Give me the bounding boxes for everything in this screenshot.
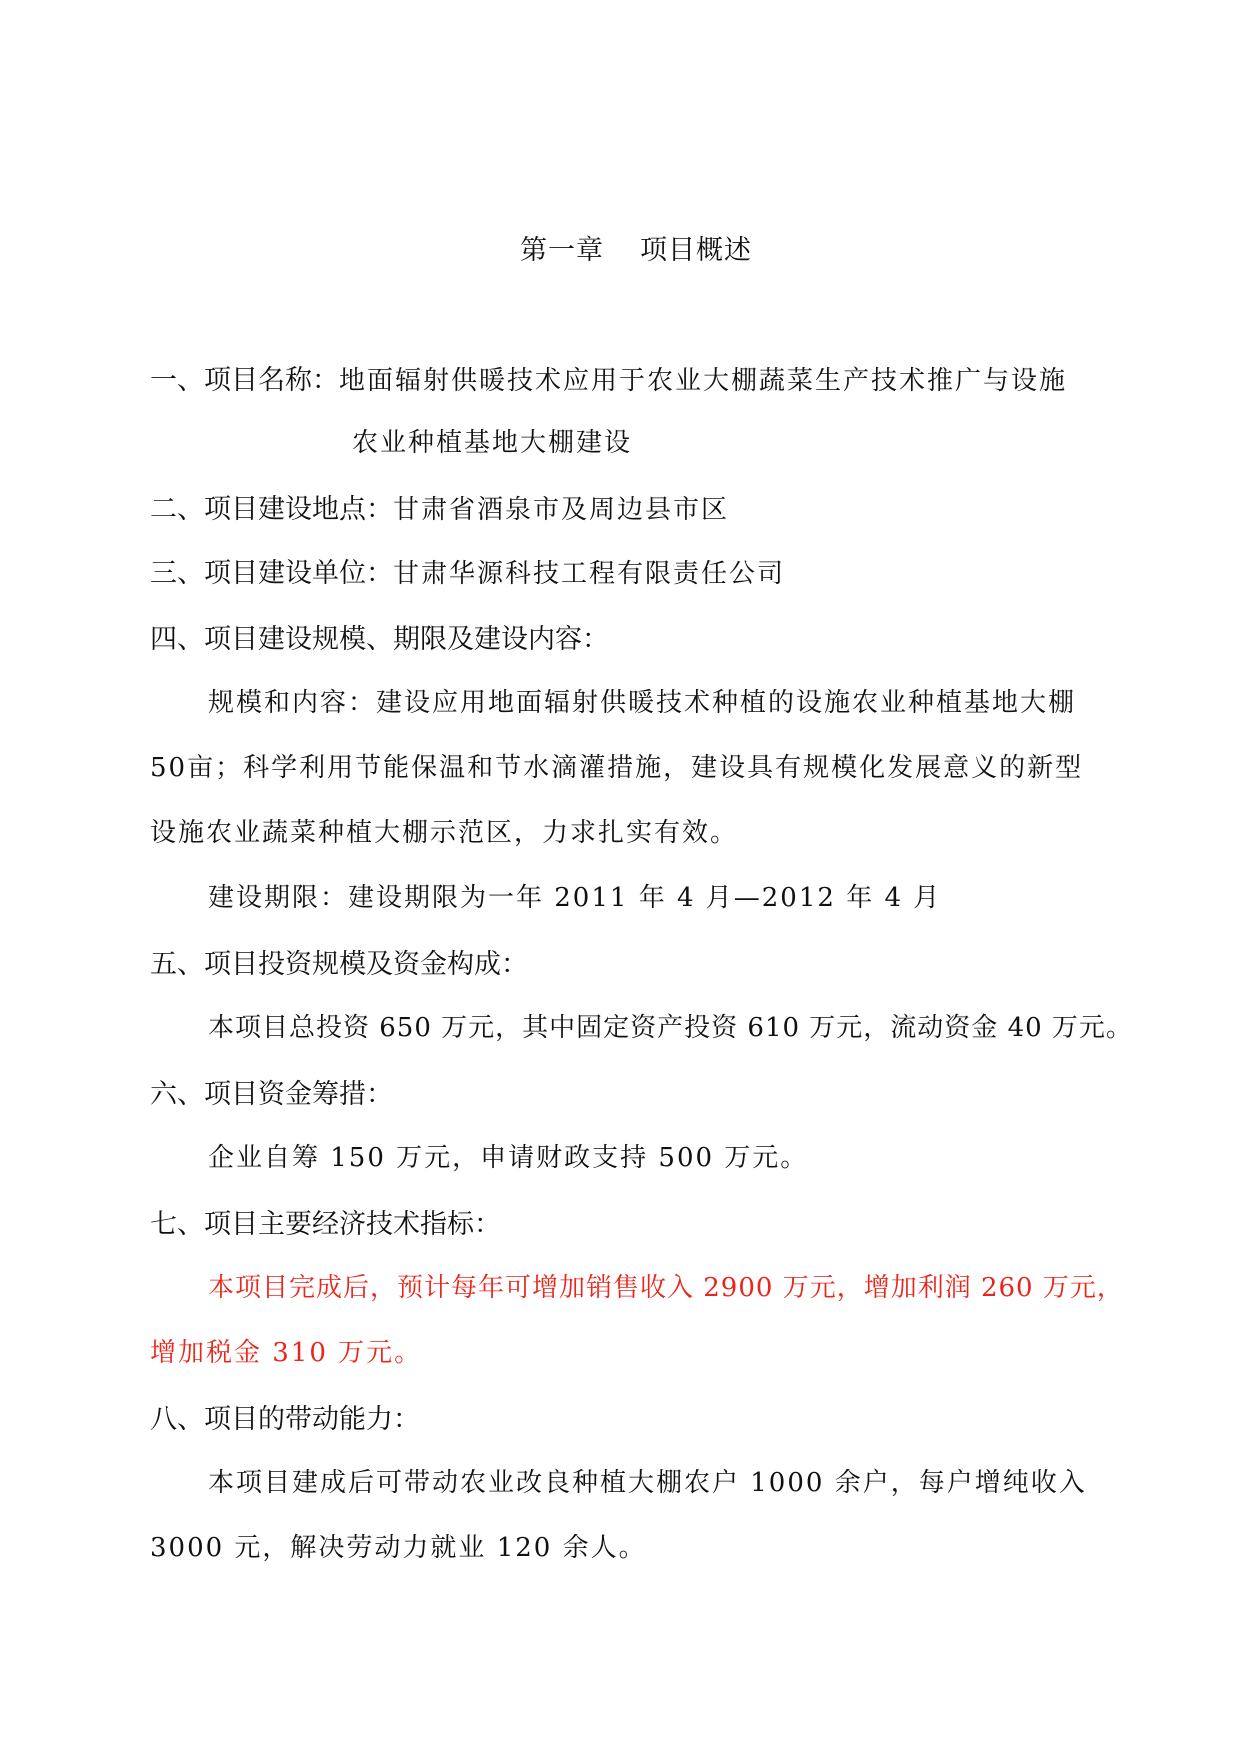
section-4-para-1-line-2: 50亩；科学利用节能保温和节水滴灌措施，建设具有规模化发展意义的新型 [150, 753, 1084, 783]
section-1-label: 一、项目名称： [150, 365, 339, 396]
section-5-para: 本项目总投资 650 万元，其中固定资产投资 610 万元，流动资金 40 万元。 [208, 1013, 1133, 1043]
section-4-para-1-line-1: 规模和内容：建设应用地面辐射供暖技术种植的设施农业种植基地大棚 [208, 688, 1077, 718]
section-4-label: 四、项目建设规模、期限及建设内容： [150, 624, 609, 655]
section-3-value: 甘肃华源科技工程有限责任公司 [393, 559, 786, 589]
section-1-value-cont: 农业种植基地大棚建设 [352, 428, 633, 458]
section-3 [150, 551, 785, 590]
section-8-para-line-1: 本项目建成后可带动农业改良种植大棚农户 1000 余户，每户增纯收入 [208, 1468, 1087, 1498]
section-6-para: 企业自筹 150 万元，申请财政支持 500 万元。 [208, 1143, 809, 1173]
section-8-para-line-2: 3000 元，解决劳动力就业 120 余人。 [150, 1533, 647, 1563]
section-3-label: 三、项目建设单位： [150, 558, 393, 589]
section-7-para-line-1: 本项目完成后，预计每年可增加销售收入 2900 万元，增加利润 260 万元， [208, 1273, 1124, 1303]
section-7-para-line-2: 增加税金 310 万元。 [150, 1338, 423, 1368]
section-4-para-2: 建设期限：建设期限为一年 2011 年 4 月—2012 年 4 月 [208, 883, 942, 913]
section-2-label: 二、项目建设地点： [150, 494, 393, 525]
section-5-label: 五、项目投资规模及资金构成： [150, 949, 528, 980]
section-2 [150, 487, 729, 526]
section-1-value: 地面辐射供暖技术应用于农业大棚蔬菜生产技术推广与设施 [339, 366, 1068, 396]
chapter-title [520, 228, 752, 267]
section-1 [150, 358, 1067, 397]
section-4-para-1-line-3: 设施农业蔬菜种植大棚示范区，力求扎实有效。 [150, 818, 739, 848]
section-2-value: 甘肃省酒泉市及周边县市区 [393, 495, 730, 525]
chapter-name: 项目概述 [640, 235, 752, 266]
section-6-label: 六、项目资金筹措： [150, 1079, 393, 1110]
chapter-number: 第一章 [520, 235, 604, 266]
section-7-label: 七、项目主要经济技术指标： [150, 1209, 501, 1240]
section-8-label: 八、项目的带动能力： [150, 1404, 420, 1435]
